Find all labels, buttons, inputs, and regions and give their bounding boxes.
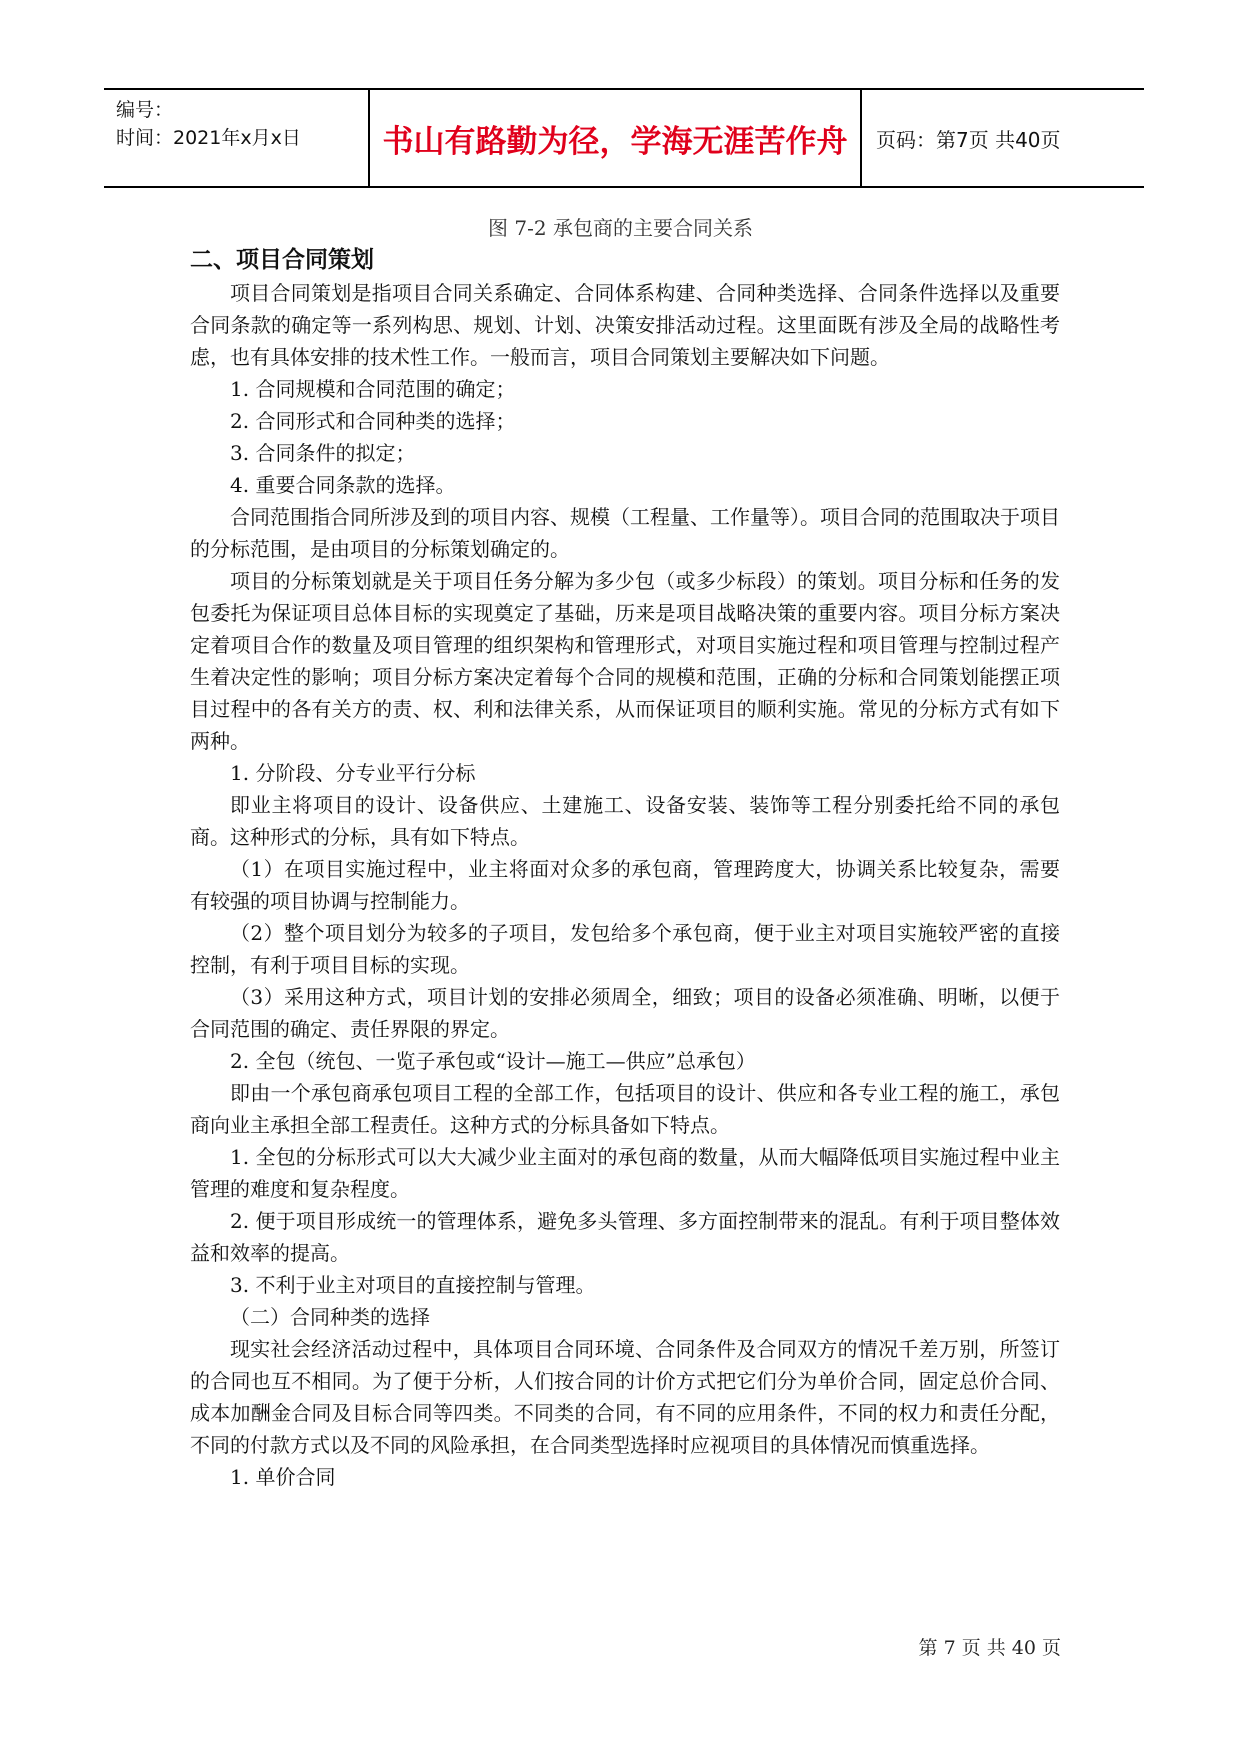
- paragraph: 2. 合同形式和合同种类的选择；: [230, 409, 516, 433]
- paragraph: 1. 全包的分标形式可以大大减少业主面对的承包商的数量，从而大幅降低项目实施过程中业主管理的难度和复杂程度。: [190, 1145, 1060, 1201]
- paragraph: 现实社会经济活动过程中，具体项目合同环境、合同条件及合同双方的情况千差万别，所签订的合同也互不相同。为了便于分析，人们按合同的计价方式把它们分为单价合同，固定总价合同、成本加酬金合同及目标合同等四类。不同类的合同，有不同的应用条件，不同的权力和责任分配，不同的付款方式以及不同的风险承担，在合同类型选择时应视项目的具体情况而慎重选择。: [190, 1337, 1060, 1457]
- header-meta: [104, 90, 370, 186]
- paragraph: （3）采用这种方式，项目计划的安排必须周全，细致；项目的设备必须准确、明晰，以便于合同范围的确定、责任界限的界定。: [190, 985, 1060, 1041]
- paragraph: （二）合同种类的选择: [230, 1305, 430, 1329]
- paragraph: 项目合同策划是指项目合同关系确定、合同体系构建、合同种类选择、合同条件选择以及重要合同条款的确定等一系列构思、规划、计划、决策安排活动过程。这里面既有涉及全局的战略性考虑，也有具体安排的技术性工作。一般而言，项目合同策划主要解决如下问题。: [190, 281, 1060, 369]
- paragraph: 3. 合同条件的拟定；: [230, 441, 416, 465]
- paragraph: 2. 便于项目形成统一的管理体系，避免多头管理、多方面控制带来的混乱。有利于项目整体效益和效率的提高。: [190, 1209, 1060, 1265]
- document-time-label: 时间：2021年x月x日: [116, 127, 301, 149]
- figure-caption: 图 7-2 承包商的主要合同关系: [488, 216, 753, 240]
- page-footer: 第 7 页 共 40 页: [918, 1637, 1061, 1659]
- paragraph: 1. 分阶段、分专业平行分标: [230, 761, 476, 785]
- header-motto: 书山有路勤为径，学海无涯苦作舟: [370, 90, 862, 186]
- document-number-label: 编号：: [116, 99, 174, 121]
- paragraph: 1. 合同规模和合同范围的确定；: [230, 377, 516, 401]
- paragraph: 1. 单价合同: [230, 1465, 336, 1489]
- paragraph: 项目的分标策划就是关于项目任务分解为多少包（或多少标段）的策划。项目分标和任务的发包委托为保证项目总体目标的实现奠定了基础，历来是项目战略决策的重要内容。项目分标方案决定着项目合作的数量及项目管理的组织架构和管理形式，对项目实施过程和项目管理与控制过程产生着决定性的影响；项目分标方案决定着每个合同的规模和范围，正确的分标和合同策划能摆正项目过程中的各有关方的责、权、利和法律关系，从而保证项目的顺利实施。常见的分标方式有如下两种。: [190, 569, 1060, 753]
- paragraph: （1）在项目实施过程中，业主将面对众多的承包商，管理跨度大，协调关系比较复杂，需要有较强的项目协调与控制能力。: [190, 857, 1060, 913]
- paragraph: 4. 重要合同条款的选择。: [230, 473, 456, 497]
- paragraph: 2. 全包（统包、一览子承包或“设计—施工—供应”总承包）: [230, 1049, 756, 1073]
- section-heading: 二、项目合同策划: [190, 247, 374, 273]
- page-header: [104, 88, 1144, 188]
- header-page-label: 页码：第7页 共40页: [876, 127, 1061, 152]
- paragraph: 即由一个承包商承包项目工程的全部工作，包括项目的设计、供应和各专业工程的施工，承包商向业主承担全部工程责任。这种方式的分标具备如下特点。: [190, 1081, 1060, 1137]
- paragraph: （2）整个项目划分为较多的子项目，发包给多个承包商，便于业主对项目实施较严密的直接控制，有利于项目目标的实现。: [190, 921, 1060, 977]
- paragraph: 3. 不利于业主对项目的直接控制与管理。: [230, 1273, 596, 1297]
- document-body: [190, 243, 1060, 1493]
- paragraph: 合同范围指合同所涉及到的项目内容、规模（工程量、工作量等）。项目合同的范围取决于项目的分标范围，是由项目的分标策划确定的。: [190, 505, 1060, 561]
- paragraph: 即业主将项目的设计、设备供应、土建施工、设备安装、装饰等工程分别委托给不同的承包商。这种形式的分标，具有如下特点。: [190, 793, 1060, 849]
